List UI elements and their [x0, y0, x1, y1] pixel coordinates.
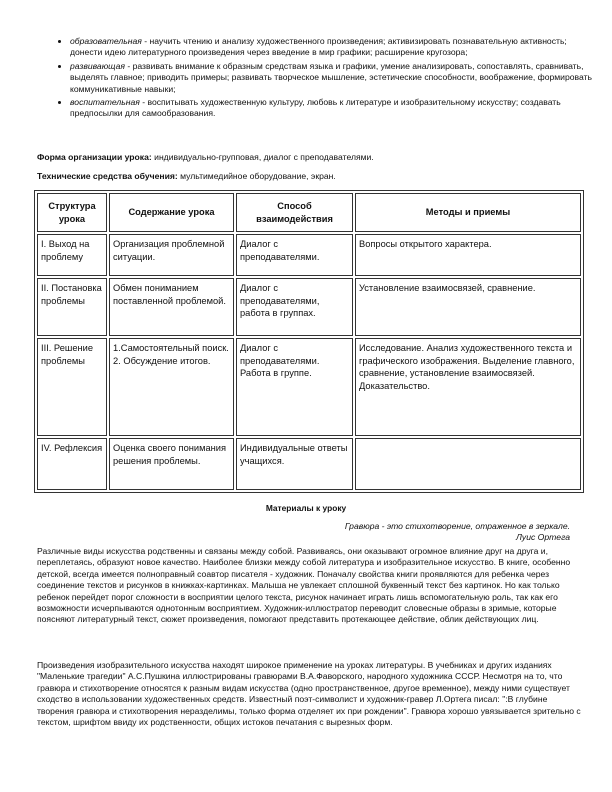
cell-line: 2. Обсуждение итогов.	[113, 355, 211, 366]
organization-form-line	[37, 152, 577, 163]
table-cell: Исследование. Анализ художественного текста и графического изображения. Выделение главного, сравнение, установление взаимосвязей. Доказательство.	[355, 338, 581, 436]
cell-line: 1.Самостоятельный поиск.	[113, 343, 229, 354]
column-header: Содержание урока	[109, 193, 234, 232]
paragraph-text: Различные виды искусства родственны и связаны между собой. Развиваясь, они оказывают огромное влияние друг на друга и, переплетаясь, образуют новое качество. Наиболее близки между собой литература и изобразительное искусство. В книге, особенно детской, всегда имеется полноправный соавтор писателя - художник. Поначалу свойства книги проявляются для ребенка через соединение текстов и рисунков в книжках-картинках. Малыша не увлекает сплошной буквенный текст без картинок. Но как только ребенок перейдет порог сложности в восприятии целого текста, рисунок начинает играть лишь вспомогательную роль, так как его возможности исчерпываются однотонным восприятием. Художник-иллюстратор переводит словесные образы в зримые, которые поясняют литературный текст, сюжет произведения, помогают представить протекающее действие, облик действующих лиц.	[37, 546, 571, 625]
goal-item-developing	[70, 61, 600, 95]
goal-text: - научить чтению и анализу художественного произведения; активизировать познавательную активность; донести идею литературного произведения через введение в мир графики; расширение кругозора;	[70, 36, 567, 58]
lesson-goals-list	[50, 36, 600, 122]
table-cell: I. Выход на проблему	[37, 234, 107, 276]
epigraph	[170, 521, 570, 544]
table-cell: Установление взаимосвязей, сравнение.	[355, 278, 581, 336]
organization-form-label: Форма организации урока:	[37, 152, 152, 162]
organization-form-value: индивидуально-групповая, диалог с преподавателями.	[151, 152, 374, 162]
technical-means-line	[37, 171, 577, 182]
lesson-structure-table	[34, 190, 584, 493]
goal-text: - воспитывать художественную культуру, любовь к литературе и изобразительному искусству; создавать предпосылки для самообразования.	[70, 97, 561, 119]
table-cell: II. Постановка проблемы	[37, 278, 107, 336]
body-paragraph	[37, 660, 582, 728]
body-paragraph	[37, 546, 582, 626]
materials-title: Материалы к уроку	[265, 503, 347, 513]
table-cell: Оценка своего понимания решения проблемы.	[109, 438, 234, 490]
goal-item-educational	[70, 36, 600, 59]
column-header: Способ взаимодействия	[236, 193, 353, 232]
table-cell: Диалог с преподавателями. Работа в группе.	[236, 338, 353, 436]
column-header: Методы и приемы	[355, 193, 581, 232]
epigraph-quote: Гравюра - это стихотворение, отраженное в зеркале.	[344, 521, 570, 531]
table-row	[37, 278, 581, 336]
table-header-row	[37, 193, 581, 232]
table-cell: Организация проблемной ситуации.	[109, 234, 234, 276]
table-cell	[355, 438, 581, 490]
table-cell: III. Решение проблемы	[37, 338, 107, 436]
paragraph-text: Произведения изобразительного искусства находят широкое применение на уроках литературы. В учебниках и других изданиях "Маленькие трагедии" А.С.Пушкина иллюстрированы гравюрами В.А.Фаворского, народного художника СССР. Несмотря на то, что гравюра и стихотворение относятся к разным видам искусства (одно пространственное, другое временное), между ними существует сходство в использовании художественных средств. Известный поэт-символист и художник-гравер Л.Ортега писал: ":В глубине творения гравюра и стихотворения неразделимы, только форма отделяет их при рождении". Гравюра хорошо увязывается зрительно с текстом, шрифтом ввиду их родственности, общих истоков печатания с вырезных форм.	[37, 660, 581, 728]
column-header: Структура урока	[37, 193, 107, 232]
table-cell: Индивидуальные ответы учащихся.	[236, 438, 353, 490]
table-row	[37, 338, 581, 436]
technical-means-label: Технические средства обучения:	[37, 171, 178, 181]
goal-term: воспитательная	[70, 97, 140, 108]
goal-text: - развивать внимание к образным средствам языка и графики, умение анализировать, сопоставлять, сравнивать, выделять главное; приводить примеры; развивать творческое мышление, эстетические способности, воображение, формировать коммуникативные навыки;	[70, 60, 592, 94]
table-cell: Вопросы открытого характера.	[355, 234, 581, 276]
table-row	[37, 234, 581, 276]
table-cell: Обмен пониманием поставленной проблемой.	[109, 278, 234, 336]
goal-item-upbringing	[70, 97, 600, 120]
table-cell: IV. Рефлексия	[37, 438, 107, 490]
epigraph-author: Луис Ортега	[516, 532, 570, 543]
table-cell: Диалог с преподавателями.	[236, 234, 353, 276]
technical-means-value: мультимедийное оборудование, экран.	[177, 171, 336, 181]
goal-term: образовательная	[70, 36, 142, 46]
goal-term: развивающая	[70, 60, 125, 71]
table-cell: Диалог с преподавателями, работа в группах.	[236, 278, 353, 336]
table-cell	[109, 338, 234, 436]
table-row	[37, 438, 581, 490]
